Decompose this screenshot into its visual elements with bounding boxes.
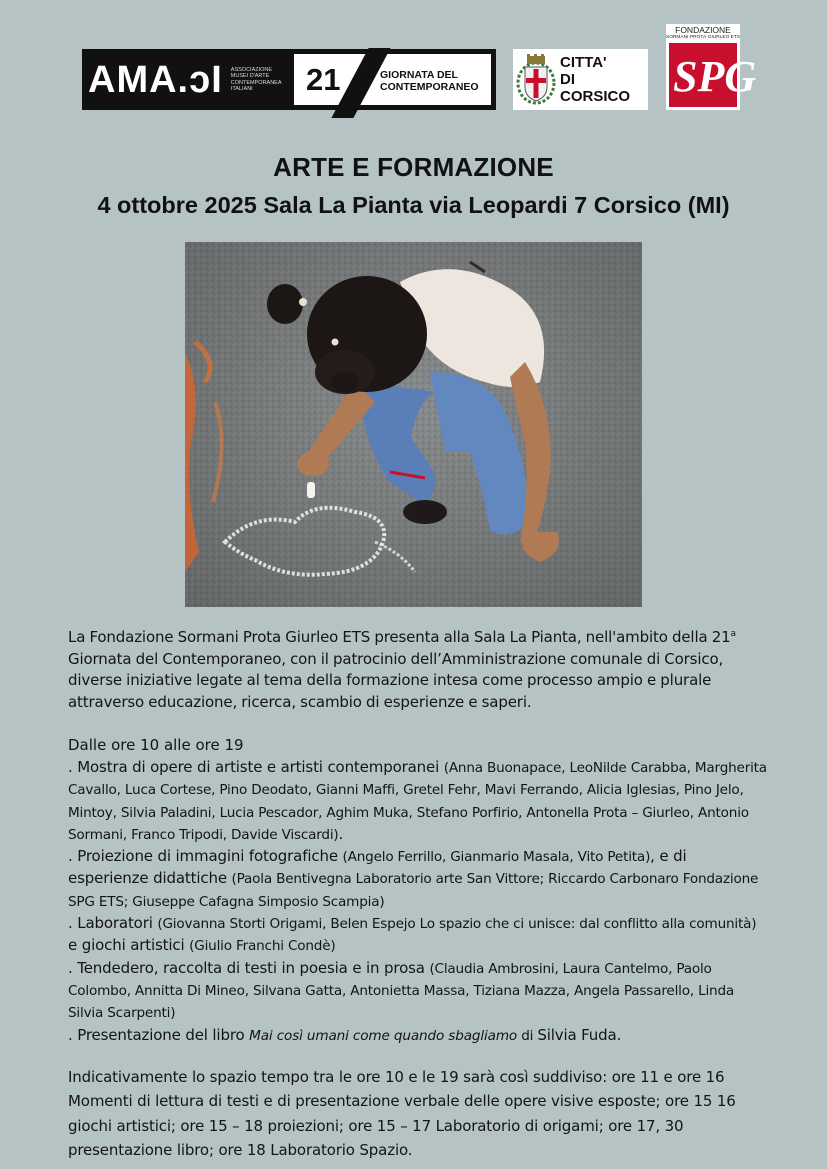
spg-caption-names: SORMANI·PROTA·GIURLEO ETS [666, 35, 741, 40]
corsico-line2: DI CORSICO [560, 71, 631, 105]
activity-laboratori [68, 913, 768, 958]
logo-giornata-contemporaneo [289, 49, 496, 110]
amaci-wordmark: AMA.ↄI [88, 58, 223, 101]
mostra-label: . Mostra di opere di artiste e artisti contemporanei [68, 757, 444, 776]
giornata-line1: GIORNATA DEL [380, 69, 458, 81]
logo-amaci [82, 49, 289, 110]
event-date-location: 4 ottobre 2025 Sala La Pianta via Leopardi 7 Corsico (MI) [97, 192, 730, 218]
laboratori-mid: e giochi artistici [68, 936, 190, 955]
proiezione-mid: , e di esperienze didattiche [68, 847, 687, 888]
logo-citta-di-corsico [513, 49, 648, 110]
proiezione-label: . Proiezione di immagini fotografiche [68, 847, 343, 866]
libro-author: Silvia Fuda [537, 1025, 617, 1044]
activity-mostra [68, 757, 768, 846]
proiezione-photographers: (Angelo Ferrillo, Gianmario Masala, Vito Petita) [342, 849, 651, 866]
intro-text-part2: Giornata del Contemporaneo, con il patrocinio dell’Amministrazione comunale di Corsico, diverse iniziative legate al tema della formazione intesa come processo ampio e plurale attraverso educazione, ricerca, scambio di esperienze e saperi. [68, 649, 724, 711]
giochi-names: (Giulio Franchi Condè) [189, 938, 336, 955]
libro-end: . [616, 1025, 622, 1044]
corsico-crest-icon [516, 53, 556, 107]
activity-tendedero [68, 958, 768, 1025]
event-title: ARTE E FORMAZIONE [273, 152, 554, 182]
corsico-line1: CITTA' [560, 54, 607, 71]
spg-monogram-icon [669, 43, 757, 107]
hours-line: Dalle ore 10 alle ore 19 [68, 736, 244, 755]
activity-libro [68, 1025, 768, 1047]
intro-ordinal-sup: a [730, 629, 736, 639]
laboratori-names: (Giovanna Storti Origami, Belen Espejo Lo spazio che ci unisce: dal conflitto alla comunità) [157, 916, 757, 933]
activity-proiezione [68, 846, 768, 913]
giornata-line2: CONTEMPORANEO [380, 81, 479, 93]
laboratori-label: . Laboratori [68, 914, 158, 933]
libro-mid: di [517, 1027, 538, 1044]
mostra-artists: (Anna Buonapace, LeoNilde Carabba, Margherita Cavallo, Luca Cortese, Pino Deodato, Gianni Maffi, Gretel Fehr, Mavi Ferrando, Alicia Iglesias, Pino Jelo, Mintoy, Silvia Paladini, Lucia Pescador, Aghim Muka, Stefano Porfirio, Antonella Prota – Giurleo, Antonio Sormani, Franco Tripodi, Davide Viscardi) [68, 759, 767, 843]
tendedero-authors: (Claudia Ambrosini, Laura Cantelmo, Paolo Colombo, Annitta Di Mineo, Silvana Gatta, Antonietta Massa, Tiziana Mazza, Angela Passarello, Linda Silvia Scarpenti) [68, 960, 735, 1022]
tendedero-label: . Tendedero, raccolta di testi in poesia e in prosa [68, 958, 430, 977]
amaci-subtitle: ASSOCIAZIONE MUSEI D'ARTE CONTEMPORANEA ITALIANI [230, 66, 282, 92]
logo-fondazione-spg [666, 24, 757, 110]
libro-label: . Presentazione del libro [68, 1025, 250, 1044]
spg-monogram-text: SPG [673, 52, 757, 101]
intro-text-part1: La Fondazione Sormani Prota Giurleo ETS presenta alla Sala La Pianta, nell'ambito della 21 [68, 628, 731, 646]
libro-title: Mai così umani come quando sbagliamo [249, 1027, 518, 1044]
mostra-end: . [338, 824, 344, 843]
schedule-paragraph: Indicativamente lo spazio tempo tra le ore 10 e le 19 sarà così suddiviso: ore 11 e ore 16 Momenti di lettura di testi e di presentazione verbale delle opere visive esposte; ore 15 16 giochi artistici; ore 15 – 18 proiezioni; ore 15 – 17 Laboratorio di origami; ore 17, 30 presentazione libro; ore 18 Laboratorio Spazio. [68, 1067, 736, 1160]
intro-paragraph [68, 624, 768, 713]
event-photo [185, 242, 642, 607]
spg-caption-fondazione: FONDAZIONE [675, 25, 731, 35]
event-description [68, 624, 768, 1163]
giornata-number: 21 [306, 62, 341, 97]
proiezione-didattiche: (Paola Bentivegna Laboratorio arte San Vittore; Riccardo Carbonaro Fondazione SPG ETS; Giuseppe Cafagna Simposio Scampia) [68, 871, 759, 910]
child-chalk-photo-icon [185, 242, 642, 607]
